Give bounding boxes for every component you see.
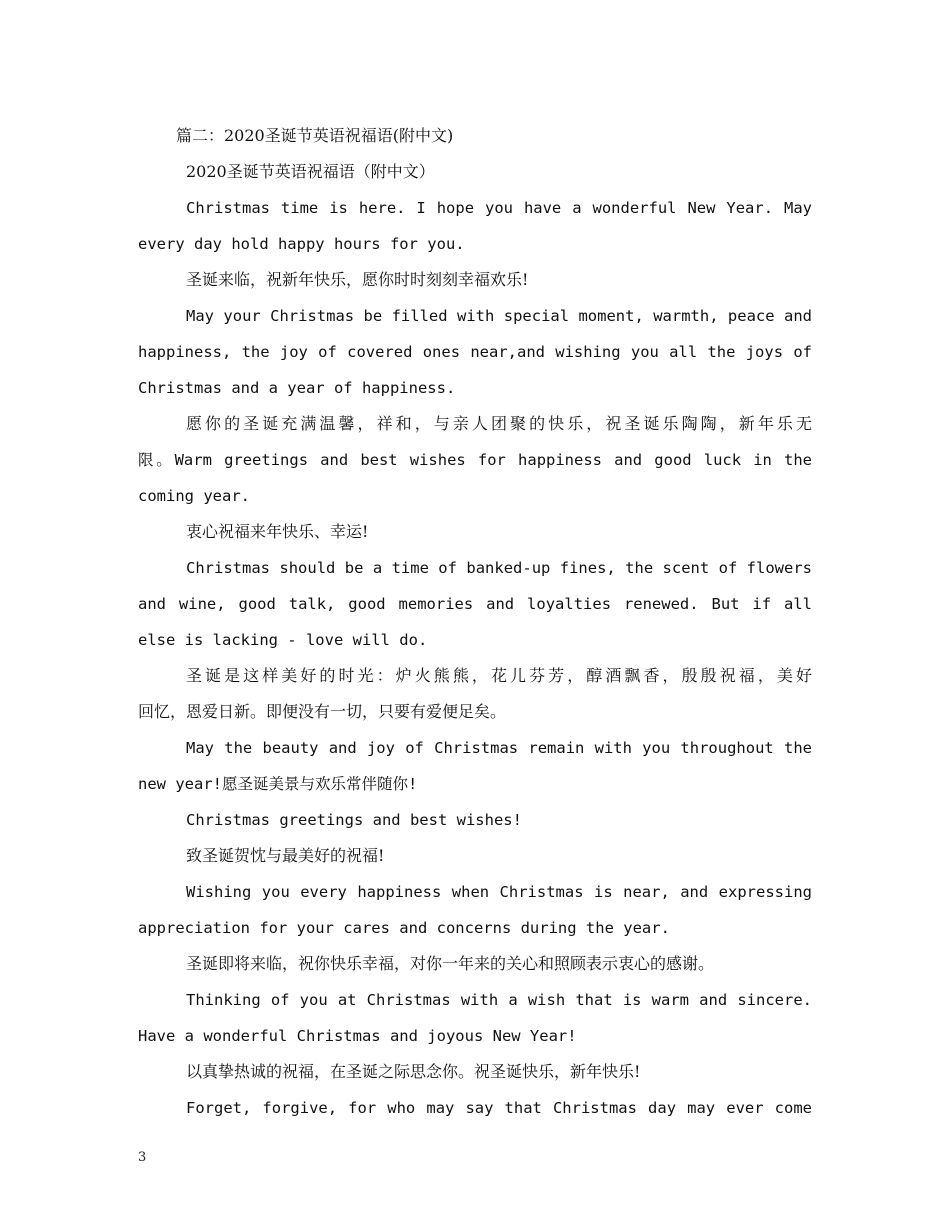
paragraph-line: Thinking of you at Christmas with a wish that is warm and sincere. <box>186 991 812 1009</box>
document-subtitle: 2020圣诞节英语祝福语（附中文） <box>186 162 435 181</box>
paragraph-line: and wine, good talk, good memories and loyalties renewed. But if all <box>138 595 812 613</box>
paragraph-line: Christmas greetings and best wishes! <box>186 811 522 829</box>
paragraph-line: appreciation for your cares and concerns during the year. <box>138 919 670 937</box>
document-body <box>138 118 812 1126</box>
paragraph-line: May the beauty and joy of Christmas remain with you throughout the <box>186 739 812 757</box>
paragraph-line: Christmas time is here. I hope you have a wonderful New Year. May <box>186 199 812 217</box>
paragraph-line: Wishing you every happiness when Christmas is near, and expressing <box>186 883 812 901</box>
paragraph-line: else is lacking - love will do. <box>138 631 428 649</box>
paragraph-line: every day hold happy hours for you. <box>138 235 465 253</box>
paragraph-line: 致圣诞贺忱与最美好的祝福! <box>186 846 385 865</box>
paragraph-line: May your Christmas be filled with special moment, warmth, peace and <box>186 307 812 325</box>
paragraph-line: happiness, the joy of covered ones near,and wishing you all the joys of <box>138 343 812 361</box>
paragraph-line: 愿你的圣诞充满温馨，祥和，与亲人团聚的快乐，祝圣诞乐陶陶，新年乐无 <box>186 414 812 433</box>
paragraph-line: 衷心祝福来年快乐、幸运! <box>186 522 369 541</box>
paragraph-line: Forget, forgive, for who may say that Christmas day may ever come <box>186 1099 812 1117</box>
paragraph-line: Christmas and a year of happiness. <box>138 379 456 397</box>
paragraph-line: 圣诞来临，祝新年快乐，愿你时时刻刻幸福欢乐! <box>186 270 529 289</box>
paragraph-line: 圣诞是这样美好的时光：炉火熊熊，花儿芬芳，醇酒飘香，殷殷祝福，美好 <box>186 666 812 685</box>
paragraph-line: Have a wonderful Christmas and joyous New Year! <box>138 1027 577 1045</box>
paragraph-line: 限。Warm greetings and best wishes for happiness and good luck in the <box>138 451 812 469</box>
page-number: 3 <box>138 1150 147 1165</box>
section-heading: 篇二：2020圣诞节英语祝福语(附中文) <box>176 126 454 145</box>
paragraph-line: 以真挚热诚的祝福，在圣诞之际思念你。祝圣诞快乐，新年快乐! <box>186 1062 641 1081</box>
paragraph-line: 圣诞即将来临，祝你快乐幸福，对你一年来的关心和照顾表示衷心的感谢。 <box>186 954 715 973</box>
paragraph-line: coming year. <box>138 487 250 505</box>
paragraph-line: Christmas should be a time of banked-up fines, the scent of flowers <box>186 559 812 577</box>
paragraph-line: new year!愿圣诞美景与欢乐常伴随你! <box>138 775 418 793</box>
paragraph-line: 回忆，恩爱日新。即便没有一切，只要有爱便足矣。 <box>138 702 507 721</box>
